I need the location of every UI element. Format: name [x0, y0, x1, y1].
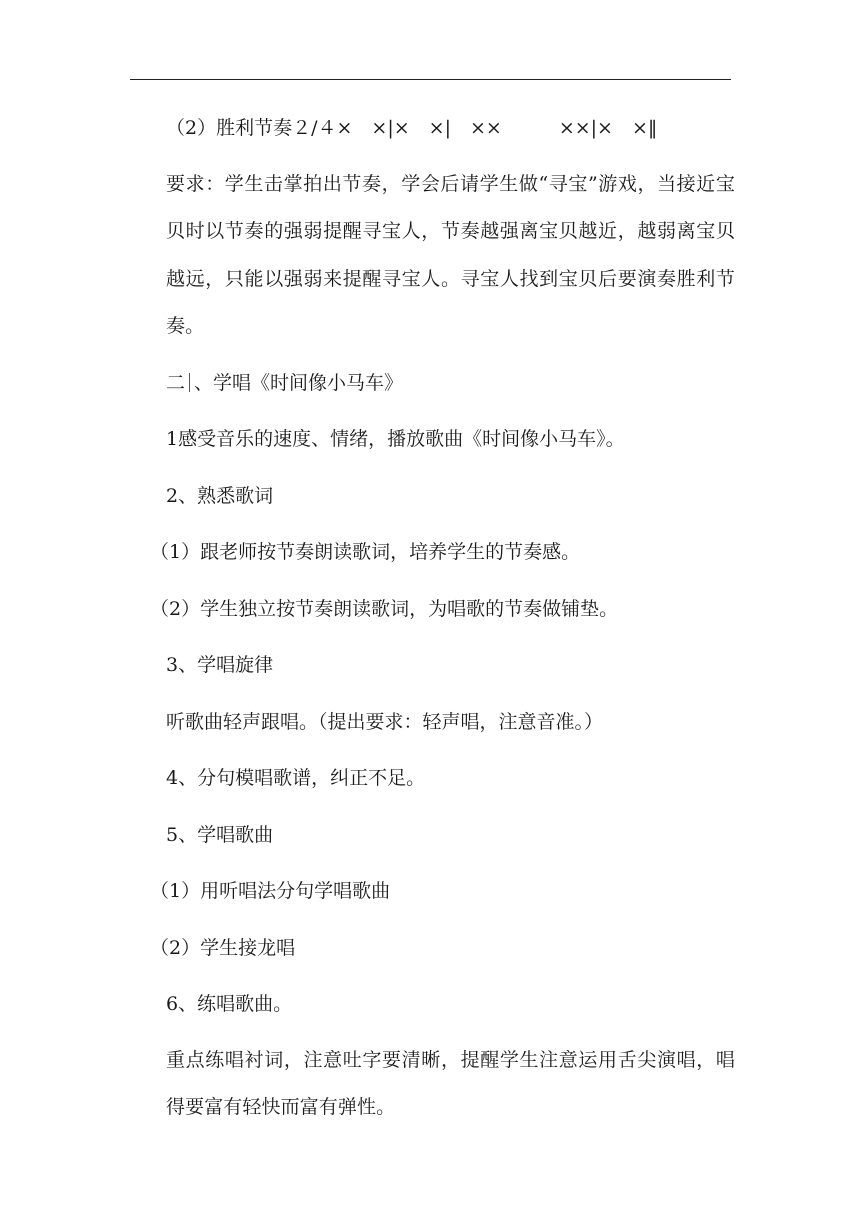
- step-5-sub-1: （1）用听唱法分句学唱歌曲: [150, 880, 391, 902]
- step-5-sub-2: （2）学生接龙唱: [150, 936, 296, 959]
- header-rule: [130, 79, 731, 80]
- text-cursor: [189, 373, 190, 392]
- step-1: 1感受音乐的速度、情绪，播放歌曲《时间像小马车》。: [166, 428, 625, 450]
- step-2: 2、熟悉歌词: [166, 484, 274, 507]
- step-3-detail: 听歌曲轻声跟唱。（提出要求：轻声唱，注意音准。）: [166, 710, 604, 733]
- step-5: 5、学唱歌曲: [166, 823, 274, 846]
- step-6: 6、练唱歌曲。: [166, 993, 293, 1015]
- document-body: [130, 100, 735, 1136]
- step-2-sub-1: （1）跟老师按节奏朗读歌词，培养学生的节奏感。: [150, 541, 581, 563]
- step-2-sub-2: （2）学生独立按节奏朗读歌词，为唱歌的节奏做铺垫。: [150, 597, 619, 620]
- requirement-paragraph: 要求：学生击掌拍出节奏，学会后请学生做“寻宝”游戏，当接近宝贝时以节奏的强弱提醒寻宝人，节奏越强离宝贝越近，越弱离宝贝越远，只能以强弱来提醒寻宝人。寻宝人找到宝贝后要演奏胜利节奏。: [166, 172, 735, 337]
- step-4: 4、分句模唱歌谱，纠正不足。: [166, 767, 426, 789]
- section-title: 、学唱《时间像小马车》: [194, 371, 404, 394]
- section-number: 二: [166, 371, 186, 394]
- step-3: 3、学唱旋律: [166, 654, 274, 676]
- step-6-detail: 重点练唱衬词，注意吐字要清晰，提醒学生注意运用舌尖演唱，唱得要富有轻快而富有弹性。: [166, 1048, 735, 1118]
- rhythm-pattern-line: （2）胜利节奏２/４× ×|× ×| ×× ××|× ×‖: [166, 117, 658, 139]
- section-heading: [130, 355, 735, 412]
